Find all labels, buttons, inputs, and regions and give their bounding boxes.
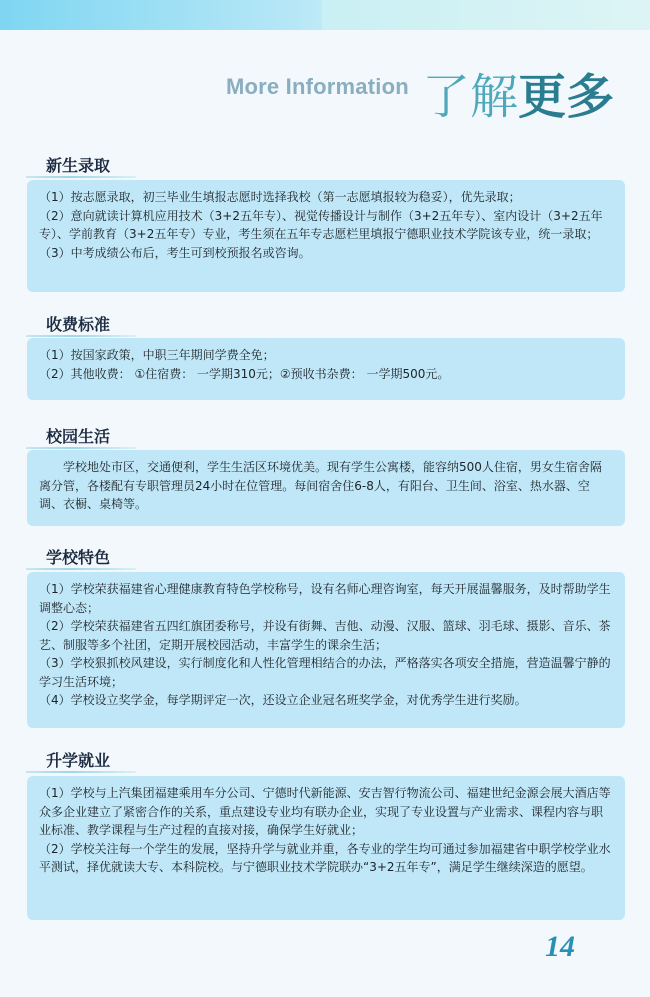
list-item: （1）按国家政策，中职三年期间学费全免；	[39, 348, 275, 362]
paragraph: 学校地处市区，交通便利，学生生活区环境优美。现有学生公寓楼，能容纳500人住宿，男女生宿舍隔离分管，各楼配有专职管理员24小时在位管理。每间宿舍住6-8人，有阳台、卫生间、浴室、热水器、空调、衣橱、桌椅等。	[39, 460, 602, 511]
section-box-school-features	[27, 572, 625, 728]
list-item: （2）学校荣获福建省五四红旗团委称号，并设有街舞、吉他、动漫、汉服、篮球、羽毛球、摄影、音乐、茶艺、制服等多个社团，定期开展校园活动，丰富学生的课余生活；	[39, 619, 611, 652]
list-item: （2）其他收费： ①住宿费： 一学期310元；②预收书杂费： 一学期500元。	[39, 366, 450, 381]
header-title-cn-bold: 更多	[518, 69, 615, 125]
section-box-admission	[27, 180, 625, 292]
section-title-campus-life	[46, 424, 110, 447]
section-underline	[26, 771, 136, 773]
list-item: （2）学校关注每一个学生的发展，坚持升学与就业并重，各专业的学生均可通过参加福建省中职学校学业水平测试，择优就读大专、本科院校。与宁德职业技术学院联办“3+2五年专”，满足学生继续深造的愿望。	[39, 841, 611, 874]
section-title-text: 学校特色	[46, 548, 111, 567]
page-header	[0, 62, 650, 132]
list-item: （1）按志愿录取，初三毕业生填报志愿时选择我校（第一志愿填报较为稳妥），优先录取；	[39, 190, 521, 204]
section-underline	[26, 568, 136, 570]
section-underline	[26, 176, 136, 178]
section-underline	[26, 335, 136, 337]
header-title-cn-light: 了解	[422, 69, 519, 125]
section-box-fees	[27, 338, 625, 400]
list-item: （3）学校狠抓校风建设，实行制度化和人性化管理相结合的办法，严格落实各项安全措施，营造温馨宁静的学习生活环境；	[39, 656, 611, 689]
header-title-cn	[422, 62, 614, 132]
top-decorative-band-right	[322, 0, 650, 30]
section-box-campus-life	[27, 450, 625, 526]
section-underline	[26, 447, 136, 449]
section-title-text: 校园生活	[46, 427, 111, 446]
header-title-en: More Information	[226, 74, 409, 99]
section-title-admission	[46, 153, 110, 176]
section-title-text: 升学就业	[46, 751, 111, 770]
section-title-text: 收费标准	[46, 315, 111, 334]
list-item: （4）学校设立奖学金，每学期评定一次，还设立企业冠名班奖学金，对优秀学生进行奖励。	[39, 693, 527, 707]
section-title-fees	[46, 312, 110, 335]
page-number: 14	[545, 930, 575, 963]
list-item: （3）中考成绩公布后，考生可到校预报名或咨询。	[39, 245, 311, 260]
section-title-further-study-employment	[46, 748, 110, 771]
list-item: （2）意向就读计算机应用技术（3+2五年专）、视觉传播设计与制作（3+2五年专）、室内设计（3+2五年专）、学前教育（3+2五年专）专业，考生须在五年专志愿栏里填报宁德职业技术学院该专业，统一录取；	[39, 208, 603, 241]
section-box-further-study-employment	[27, 776, 625, 920]
section-title-text: 新生录取	[46, 156, 111, 175]
list-item: （1）学校与上汽集团福建乘用车分公司、宁德时代新能源、安吉智行物流公司、福建世纪金源会展大酒店等众多企业建立了紧密合作的关系，重点建设专业均有联办企业，实现了专业设置与产业需求、课程内容与职业标准、教学课程与生产过程的直接对接，确保学生好就业；	[39, 786, 611, 837]
list-item: （1）学校荣获福建省心理健康教育特色学校称号，设有名师心理咨询室，每天开展温馨服务，及时帮助学生调整心态；	[39, 582, 611, 615]
section-title-school-features	[46, 545, 110, 568]
